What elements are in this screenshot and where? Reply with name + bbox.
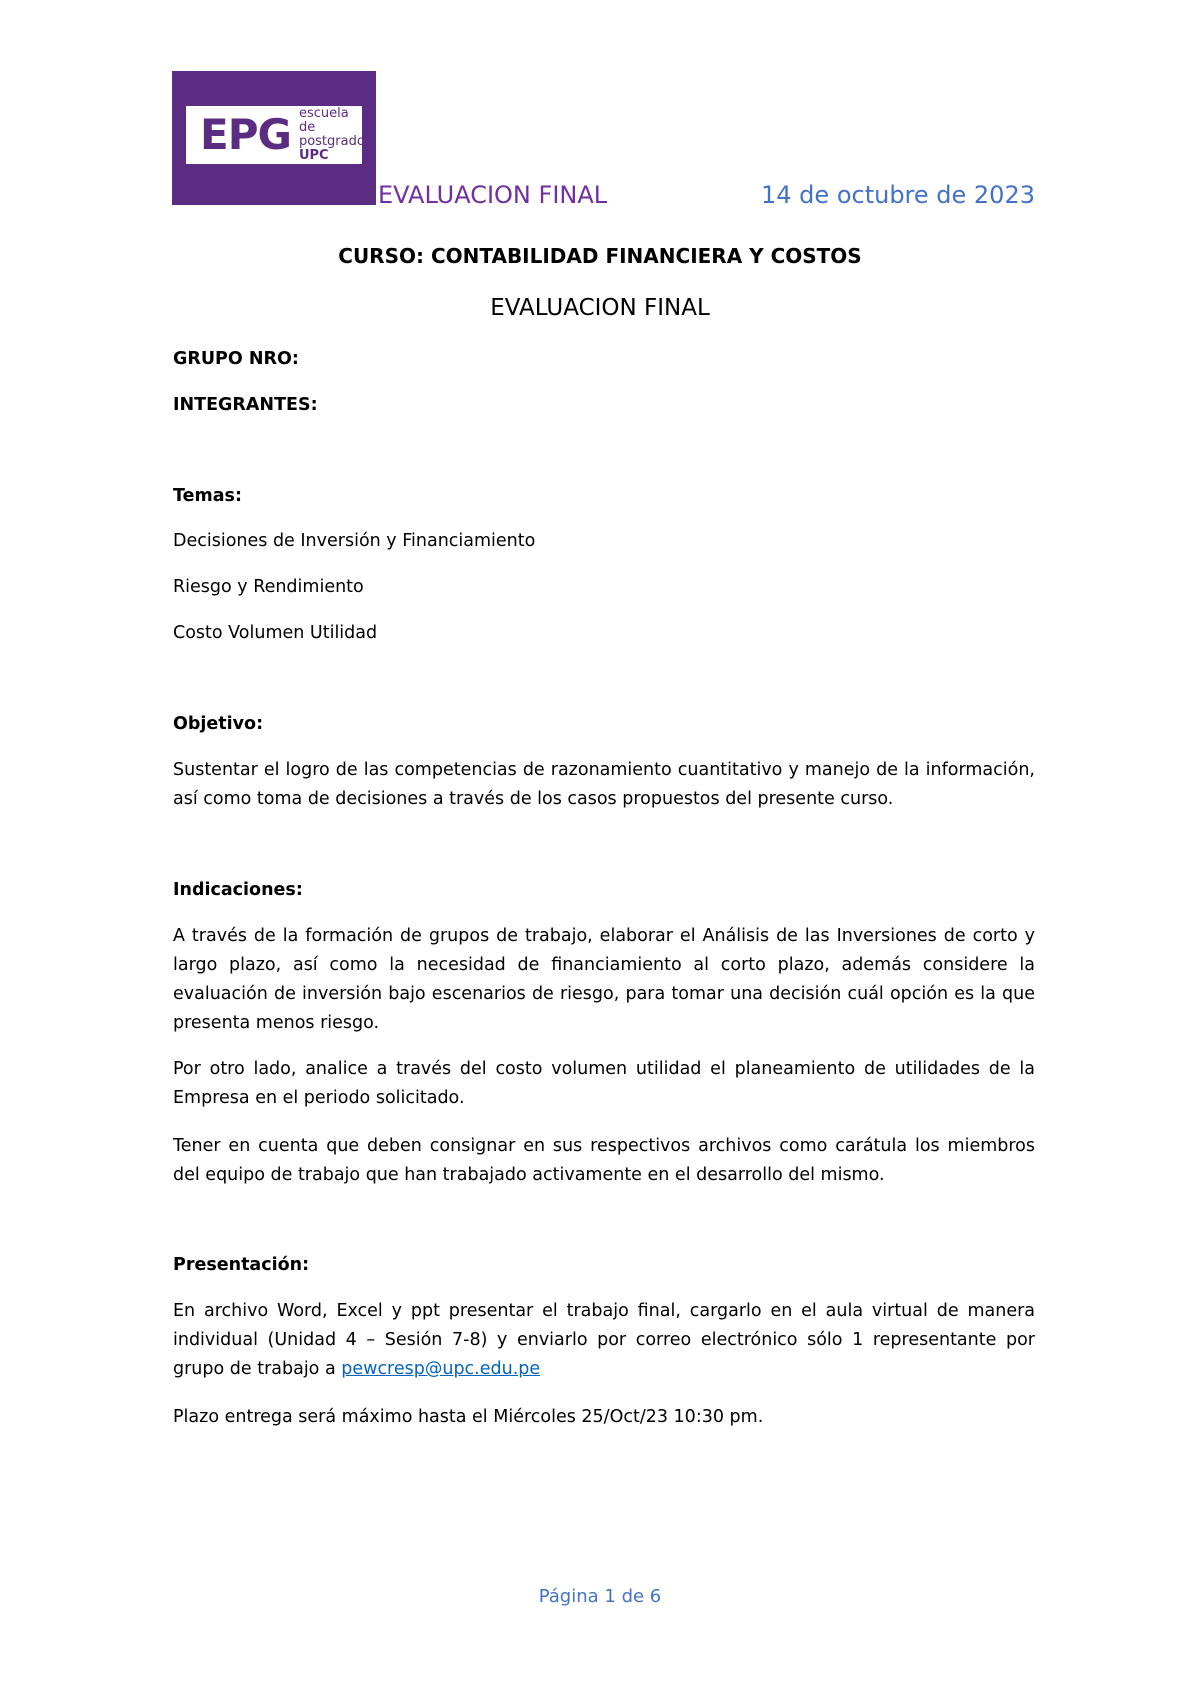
page-number: Página 1 de 6: [538, 1586, 662, 1607]
indicaciones-p1: A través de la formación de grupos de trabajo, elaborar el Análisis de las Inversiones de corto y largo plazo, así como la necesidad de financiamiento al corto plazo, además considere la evaluación de inversión bajo escenarios de riesgo, para tomar una decisión cuál opción es la que presenta menos riesgo.: [173, 926, 1035, 1033]
header-title: EVALUACION FINAL: [378, 181, 608, 209]
integrantes-label: INTEGRANTES:: [173, 395, 318, 415]
logo-line3: UPC: [298, 148, 329, 163]
objetivo-heading: Objetivo:: [173, 714, 264, 734]
logo-line2: postgrado: [298, 134, 365, 149]
header-date: 14 de octubre de 2023: [761, 181, 1035, 209]
email-link[interactable]: pewcresp@upc.edu.pe: [341, 1359, 541, 1379]
indicaciones-p2: Por otro lado, analice a través del costo volumen utilidad el planeamiento de utilidades de la Empresa en el periodo solicitado.: [173, 1059, 1035, 1108]
main-title: EVALUACION FINAL: [490, 295, 710, 321]
indicaciones-heading: Indicaciones:: [173, 880, 303, 900]
indicaciones-p3: Tener en cuenta que deben consignar en sus respectivos archivos como carátula los miembros del equipo de trabajo que han trabajado activamente en el desarrollo del mismo.: [173, 1136, 1035, 1185]
presentacion-p1: [173, 1297, 1035, 1384]
presentacion-p1-text: En archivo Word, Excel y ppt presentar el trabajo final, cargarlo en el aula virtual de manera individual (Unidad 4 – Sesión 7-8) y enviarlo por correo electrónico sólo 1 representante por grupo de trabajo a: [173, 1301, 1035, 1379]
course-title: CURSO: CONTABILIDAD FINANCIERA Y COSTOS: [338, 244, 862, 268]
tema-item: Costo Volumen Utilidad: [173, 623, 378, 643]
tema-item: Riesgo y Rendimiento: [173, 577, 364, 597]
temas-heading: Temas:: [173, 486, 242, 506]
logo-text: [299, 107, 365, 163]
presentacion-heading: Presentación:: [173, 1255, 310, 1275]
presentacion-p2: Plazo entrega será máximo hasta el Miércoles 25/Oct/23 10:30 pm.: [173, 1407, 764, 1427]
epg-logo: [172, 71, 376, 205]
logo-card: [186, 106, 365, 164]
grupo-label: GRUPO NRO:: [173, 349, 299, 369]
tema-item: Decisiones de Inversión y Financiamiento: [173, 531, 536, 551]
objetivo-text: Sustentar el logro de las competencias de razonamiento cuantitativo y manejo de la información, así como toma de decisiones a través de los casos propuestos del presente curso.: [173, 760, 1035, 809]
logo-mark: EPG: [200, 110, 291, 159]
logo-line1: escuela de: [298, 106, 349, 135]
